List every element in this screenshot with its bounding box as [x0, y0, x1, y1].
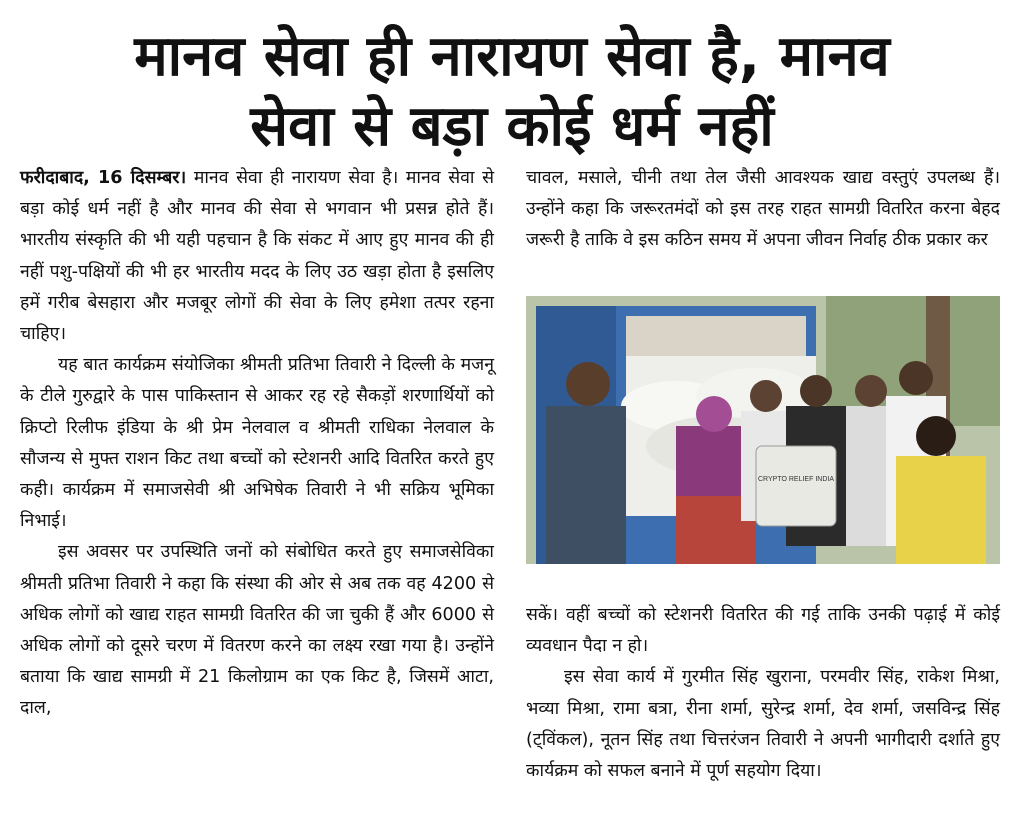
- article-column-right-bottom: [526, 600, 1000, 787]
- bag-label: CRYPTO RELIEF INDIA: [758, 476, 834, 483]
- news-photo: [526, 296, 1000, 564]
- headline-line-2: सेवा से बड़ा कोई धर्म नहीं: [250, 94, 774, 159]
- paragraph-2: यह बात कार्यक्रम संयोजिका श्रीमती प्रतिभा तिवारी ने दिल्ली के मजनू के टीले गुरुद्वारे के पास पाकिस्तान से आकर रह रहे सैकड़ों शरणार्थियों को क्रिप्टो रिलीफ इंडिया के श्री प्रेम नेलवाल व श्रीमती राधिका नेलवाल के सौजन्य से मुफ्त राशन किट तथा बच्चों को स्टेशनरी आदि वितरित करते हुए कही। कार्यक्रम में समाजसेवी श्री अभिषेक तिवारी ने भी सक्रिय भूमिका निभाई।: [20, 355, 494, 532]
- paragraph-3: इस अवसर पर उपस्थिति जनों को संबोधित करते हुए समाजसेविका श्रीमती प्रतिभा तिवारी ने कहा कि संस्था की ओर से अब तक वह 4200 से अधिक लोगों को खाद्य राहत सामग्री वितरित की जा चुकी हैं और 6000 से अधिक लोगों को दूसरे चरण में वितरण करने का लक्ष्य रखा गया है। उन्होंने बताया कि खाद्य सामग्री में 21 किलोग्राम का एक किट है, जिसमें आटा, दाल,: [20, 542, 494, 719]
- paragraph-1: [20, 163, 494, 350]
- photo-illustration: [526, 296, 1000, 564]
- paragraph-5: सकें। वहीं बच्चों को स्टेशनरी वितरित की गई ताकि उनकी पढ़ाई में कोई व्यवधान पैदा न हो।: [526, 605, 1000, 657]
- headline: [0, 22, 1024, 162]
- article-column-left: [20, 163, 494, 725]
- paragraph-6: इस सेवा कार्य में गुरमीत सिंह खुराना, परमवीर सिंह, राकेश मिश्रा, भव्या मिश्रा, रामा बत्रा, रीना शर्मा, सुरेन्द्र शर्मा, देव शर्मा, जसविन्द्र सिंह (ट्विंकल), नूतन सिंह तथा चित्तरंजन तिवारी ने अपनी भागीदारी दर्शाते हुए कार्यक्रम को सफल बनाने में पूर्ण सहयोग दिया।: [526, 667, 1000, 782]
- paragraph-4: चावल, मसाले, चीनी तथा तेल जैसी आवश्यक खाद्य वस्तुएं उपलब्ध हैं। उन्होंने कहा कि जरूरतमंदों को इस तरह राहत सामग्री वितरित करना बेहद जरूरी है ताकि वे इस कठिन समय में अपना जीवन निर्वाह ठीक प्रकार कर: [526, 168, 1000, 251]
- article-column-right-top: [526, 163, 1000, 257]
- headline-line-1: मानव सेवा ही नारायण सेवा है, मानव: [134, 24, 890, 89]
- paragraph-1-text: मानव सेवा ही नारायण सेवा है। मानव सेवा से बड़ा कोई धर्म नहीं है और मानव की सेवा से भगवान भी प्रसन्न होते हैं। भारतीय संस्कृति की भी यही पहचान है कि संकट में आए हुए मानव की ही नहीं पशु-पक्षियों की भी हर भारतीय मदद के लिए उठ खड़ा होता है इसलिए हमें गरीब बेसहारा और मजबूर लोगों की सेवा के लिए हमेशा तत्पर रहना चाहिए।: [20, 168, 495, 345]
- dateline: फरीदाबाद, 16 दिसम्बर।: [20, 168, 187, 188]
